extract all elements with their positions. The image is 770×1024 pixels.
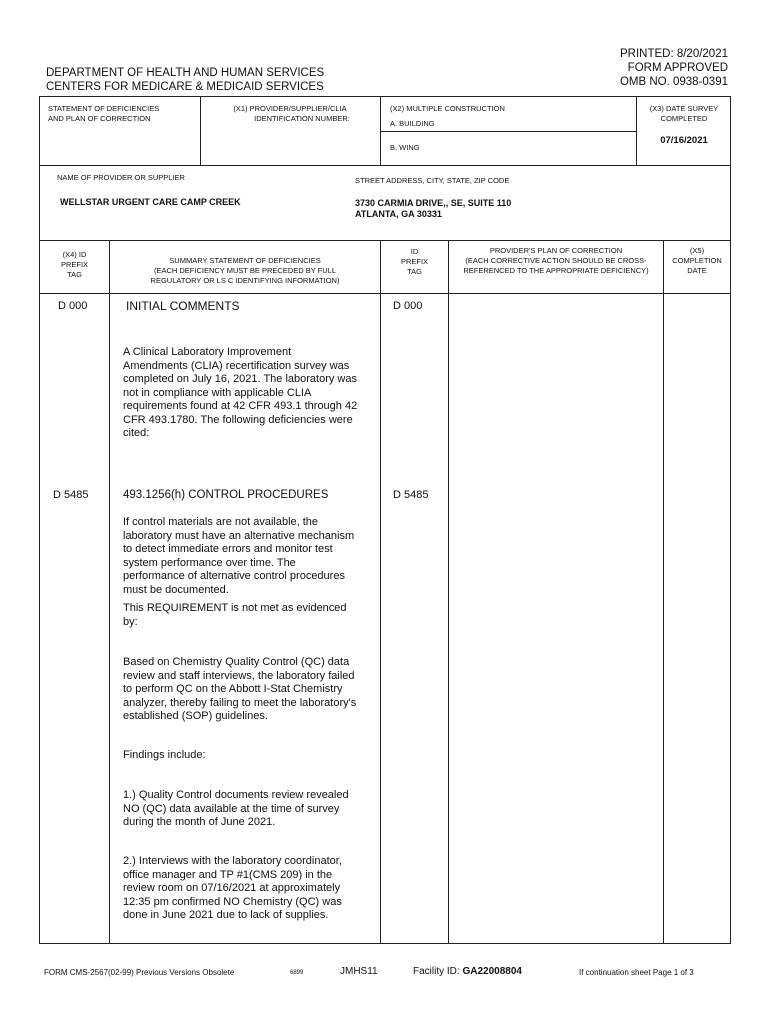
omb-number: OMB NO. 0938-0391 — [619, 76, 728, 88]
rule — [730, 96, 731, 944]
header-right — [620, 47, 728, 89]
d000-id: D 000 — [393, 300, 423, 312]
address: 3730 CARMIA DRIVE,, SE, SUITE 110 ATLANTA, GA 30331 — [355, 198, 512, 219]
rule — [39, 293, 731, 294]
plan-header: PROVIDER'S PLAN OF CORRECTION (EACH CORRECTIVE ACTION SHOULD BE CROSS- REFERENCED TO THE APPROPRIATE DEFICIENCY) — [463, 246, 649, 275]
d5485-paragraph-3: Based on Chemistry Quality Control (QC) data review and staff interviews, the laboratory failed to perform QC on the Abbott I-Stat Chemistry analyzer, thereby failing to meet the laboratory's established (SOP) guidelines. — [123, 656, 357, 722]
id-header: ID PREFIX TAG — [400, 247, 429, 276]
rule — [39, 240, 731, 241]
d000-paragraph: A Clinical Laboratory Improvement Amendments (CLIA) recertification survey was completed on July 16, 2021. The laboratory was not in compliance with applicable CLIA requirements found at 42 CFR 493.1 through 42 CFR 493.1780. The following deficiencies were cited: — [123, 346, 358, 439]
printed-date: PRINTED: 8/20/2021 — [619, 48, 728, 60]
d000-title: INITIAL COMMENTS — [126, 299, 240, 313]
rule — [381, 131, 636, 132]
d5485-paragraph-4: Findings include: — [123, 749, 206, 761]
d5485-paragraph-1: If control materials are not available, the laboratory must have an alternative mechanism to detect immediate errors and monitor test system performance over time. The performance of alternative control procedures must be documented. — [123, 516, 355, 596]
rule — [448, 240, 449, 944]
x5-header: (X5) COMPLETION DATE — [672, 246, 722, 275]
footer-code: 6899 — [290, 970, 304, 976]
x2-building: A. BUILDING — [390, 119, 435, 128]
footer-facility: Facility ID: GA22008804 — [413, 966, 522, 977]
footer-event-id: JMHS11 — [340, 966, 378, 977]
summary-header: SUMMARY STATEMENT OF DEFICIENCIES (EACH DEFICIENCY MUST BE PRECEDED BY FULL REGULATORY OR LS C IDENTIFYING INFORMATION) — [150, 256, 340, 285]
d5485-title: 493.1256(h) CONTROL PROCEDURES — [123, 489, 329, 501]
agency-name: CENTERS FOR MEDICARE & MEDICAID SERVICES — [46, 81, 324, 93]
d5485-id: D 5485 — [393, 489, 429, 501]
rule — [636, 96, 637, 165]
rule — [39, 96, 40, 944]
d5485-paragraph-2: This REQUIREMENT is not met as evidenced by: — [123, 602, 347, 628]
footer-form: FORM CMS-2567(02-99) Previous Versions Obsolete — [44, 968, 235, 977]
d5485-tag: D 5485 — [53, 489, 89, 501]
x3-label: (X3) DATE SURVEY COMPLETED — [649, 104, 719, 123]
form-approved: FORM APPROVED — [627, 62, 728, 74]
d5485-paragraph-5: 1.) Quality Control documents review revealed NO (QC) data available at the time of survey during the month of June 2021. — [123, 789, 349, 828]
rule — [39, 96, 731, 97]
address-label: STREET ADDRESS, CITY, STATE, ZIP CODE — [355, 176, 510, 185]
rule — [109, 240, 110, 944]
header-left — [46, 66, 324, 94]
rule — [39, 165, 731, 166]
rule — [200, 96, 201, 165]
provider-name: WELLSTAR URGENT CARE CAMP CREEK — [60, 197, 241, 207]
statement-label: STATEMENT OF DEFICIENCIES AND PLAN OF CORRECTION — [48, 104, 160, 123]
footer-continuation: If continuation sheet Page 1 of 3 — [579, 968, 694, 977]
rule — [380, 240, 381, 944]
survey-date: 07/16/2021 — [660, 135, 708, 146]
d5485-paragraph-6: 2.) Interviews with the laboratory coordinator, office manager and TP #1(CMS 209) in the review room on 07/16/2021 at approximately 12:35 pm confirmed NO Chemistry (QC) was done in June 2021 due to lack of supplies. — [123, 855, 342, 921]
provider-name-label: NAME OF PROVIDER OR SUPPLIER — [57, 173, 185, 182]
x2-label: (X2) MULTIPLE CONSTRUCTION — [390, 104, 505, 113]
x1-label: (X1) PROVIDER/SUPPLIER/CLIA IDENTIFICATION NUMBER: — [233, 104, 350, 123]
rule — [663, 240, 664, 944]
department-name: DEPARTMENT OF HEALTH AND HUMAN SERVICES — [46, 67, 325, 79]
d000-tag: D 000 — [58, 300, 88, 312]
x4-header: (X4) ID PREFIX TAG — [60, 250, 89, 279]
x2-wing: B. WING — [390, 143, 420, 152]
rule — [39, 943, 731, 944]
